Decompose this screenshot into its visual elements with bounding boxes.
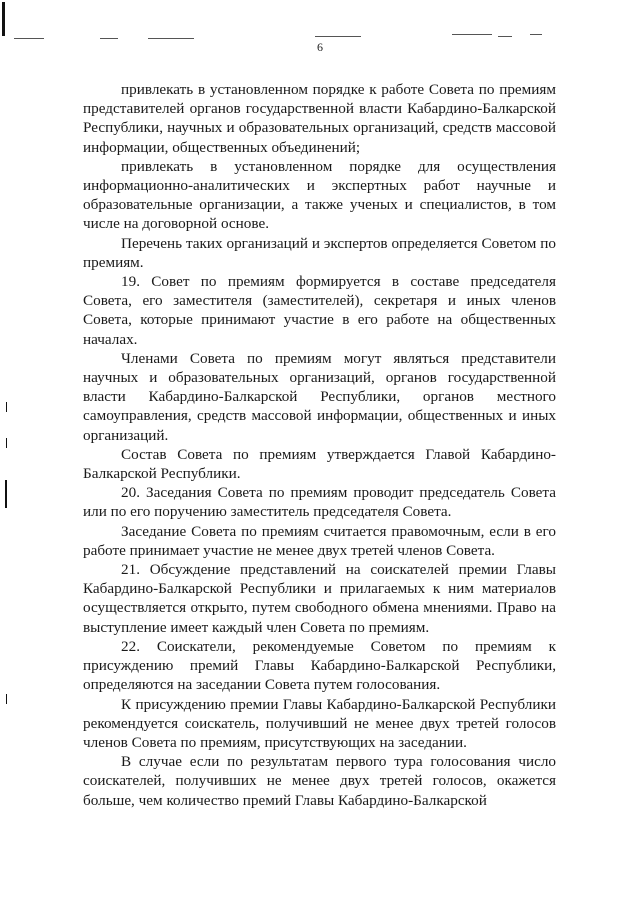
paragraph: 19. Совет по премиям формируется в составе председателя Совета, его заместителя (заместителей), секретаря и иных членов Совета, которые принимают участие в его работе на общественных началах. — [83, 273, 556, 348]
paragraph: привлекать в установленном порядке для осуществления информационно-аналитических и экспертных работ научные и образовательные организации, а также ученых и специалистов, в том числе на договорной основе. — [83, 157, 556, 233]
scan-edge-mark-left — [6, 402, 7, 412]
scan-header-dash — [14, 38, 44, 39]
scan-header-dash — [498, 36, 512, 37]
paragraph: 20. Заседания Совета по премиям проводит председатель Совета или по его поручению заместитель председателя Совета. — [83, 484, 556, 521]
scan-edge-mark-left — [5, 480, 7, 508]
paragraph: 21. Обсуждение представлений на соискателей премии Главы Кабардино-Балкарской Республики и прилагаемых к ним материалов осуществляется открыто, путем свободного обмена мнениями. Право на выступление имеет каждый член Совета по премиям. — [83, 561, 556, 636]
scan-header-dash — [452, 34, 492, 35]
paragraph: 22. Соискатели, рекомендуемые Советом по премиям к присуждению премий Главы Кабардино-Балкарской Республики, определяются на заседании Совета путем голосования. — [83, 637, 556, 694]
paragraph: В случае если по результатам первого тура голосования число соискателей, получивших не менее двух третей голосов, окажется больше, чем количество премий Главы Кабардино-Балкарской — [83, 753, 556, 809]
scan-edge-mark-top — [2, 2, 5, 36]
paragraph: привлекать в установленном порядке к работе Совета по премиям представителей органов государственной власти Кабардино-Балкарской Республики, научных и образовательных организаций, средств массовой информации, общественных объединений; — [83, 81, 556, 156]
scan-header-dash — [148, 38, 194, 39]
scan-edge-mark-left — [6, 694, 7, 704]
scan-header-dash — [530, 34, 542, 35]
document-body — [83, 80, 556, 810]
paragraph: Перечень таких организаций и экспертов определяется Советом по премиям. — [83, 234, 556, 271]
page-number: 6 — [317, 40, 323, 54]
scan-header-dash — [100, 38, 118, 39]
paragraph: Состав Совета по премиям утверждается Главой Кабардино-Балкарской Республики. — [83, 445, 556, 483]
paragraph: Заседание Совета по премиям считается правомочным, если в его работе принимает участие не менее двух третей членов Совета. — [83, 522, 556, 559]
paragraph: К присуждению премии Главы Кабардино-Балкарской Республики рекомендуется соискатель, получивший не менее двух третей голосов членов Совета по премиям, присутствующих на заседании. — [83, 695, 556, 751]
scan-header-dash — [315, 36, 361, 37]
paragraph: Членами Совета по премиям могут являться представители научных и образовательных организаций, органов государственной власти Кабардино-Балкарской Республики, органов местного самоуправления, средств массовой информации, общественных и иных организаций. — [83, 349, 556, 444]
scan-edge-mark-left — [6, 438, 7, 448]
